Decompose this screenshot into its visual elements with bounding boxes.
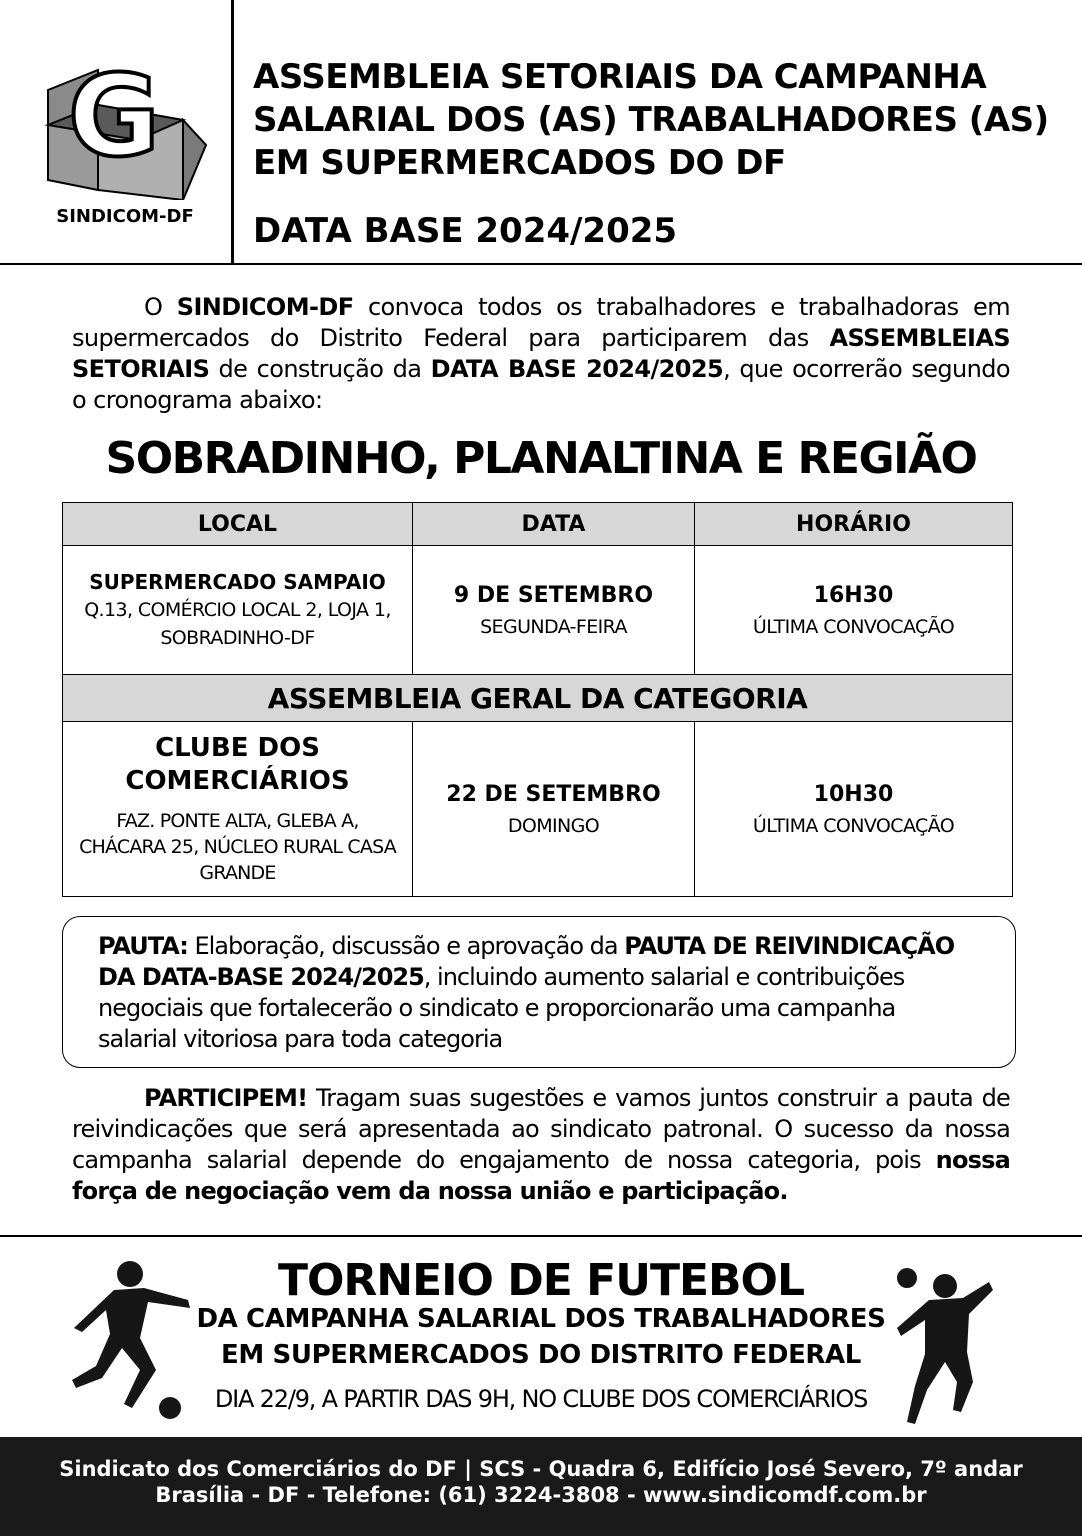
table-row (63, 546, 1013, 675)
participem-paragraph (72, 1083, 1010, 1207)
pauta-bold: PAUTA DE REIVINDICAÇÃO DA DATA-BASE 2024/2025 (98, 932, 955, 991)
logo-label: SINDICOM-DF (56, 206, 194, 227)
box-g-logo-icon (38, 50, 213, 200)
intro-paragraph (72, 292, 1010, 416)
header-divider-vertical (231, 0, 234, 263)
date: 9 DE SETEMBRO (453, 583, 654, 608)
participem-label: PARTICIPEM! (144, 1084, 308, 1112)
pauta-text: Elaboração, discussão e aprovação da (187, 932, 625, 960)
schedule-table (62, 502, 1013, 897)
page-subtitle: DATA BASE 2024/2025 (253, 211, 678, 251)
svg-text:G: G (68, 52, 160, 182)
time-cell (695, 722, 1013, 897)
date-cell (413, 546, 695, 675)
call-note: ÚLTIMA CONVOCAÇÃO (752, 815, 955, 837)
time-cell (695, 546, 1013, 675)
place-address: FAZ. PONTE ALTA, GLEBA A, CHÁCARA 25, NÚCLEO RURAL CASA GRANDE (79, 810, 396, 884)
date: 22 DE SETEMBRO (446, 782, 661, 807)
place-name: CLUBE DOS COMERCIÁRIOS (125, 733, 350, 796)
date-cell (413, 722, 695, 897)
table-row (63, 722, 1013, 897)
footer-divider (0, 1235, 1082, 1237)
intro-text: O (144, 293, 177, 321)
weekday: DOMINGO (507, 815, 600, 837)
intro-text: convoca todos os trabalhadores e trabalhadoras em supermercados do Distrito Federal para participarem das (72, 293, 1010, 352)
col-header-data: DATA (413, 503, 695, 546)
local-cell (63, 546, 413, 675)
pauta-text: , incluindo aumento salarial e contribuições negociais que fortalecerão o sindicato e proporcionarão uma campanha salarial vitoriosa para toda categoria (98, 963, 905, 1053)
torneio-subtitle: DA CAMPANHA SALARIAL DOS TRABALHADORES (196, 1304, 886, 1334)
header-divider-horizontal (0, 263, 1082, 265)
intro-bold: DATA BASE 2024/2025 (430, 355, 724, 383)
time: 16H30 (813, 583, 894, 608)
footer-contact: Brasília - DF - Telefone: (61) 3224-3808 - www.sindicomdf.com.br (155, 1483, 927, 1507)
torneio-subtitle: EM SUPERMERCADOS DO DISTRITO FEDERAL (221, 1340, 861, 1370)
participem-text: Tragam suas sugestões e vamos juntos construir a pauta de reivindicações que será apresentada ao sindicato patronal. O sucesso da nossa campanha salarial depende do engajamento de nossa categoria, pois (72, 1084, 1010, 1174)
intro-text: de construção da (209, 355, 431, 383)
participem-bold: nossa força de negociação vem da nossa união e participação. (72, 1146, 1010, 1205)
time: 10H30 (813, 782, 894, 807)
intro-text: , que ocorrerão segundo o cronograma abaixo: (72, 355, 1010, 414)
pauta-label: PAUTA: (98, 932, 188, 960)
torneio-info: DIA 22/9, A PARTIR DAS 9H, NO CLUBE DOS COMERCIÁRIOS (214, 1385, 868, 1413)
region-heading: SOBRADINHO, PLANALTINA E REGIÃO (105, 433, 977, 484)
weekday: SEGUNDA-FEIRA (480, 616, 627, 638)
call-note: ÚLTIMA CONVOCAÇÃO (752, 616, 955, 638)
col-header-local: LOCAL (63, 503, 413, 546)
general-assembly-heading: ASSEMBLEIA GERAL DA CATEGORIA (63, 675, 1013, 722)
place-address: Q.13, COMÉRCIO LOCAL 2, LOJA 1, SOBRADINHO-DF (84, 599, 391, 649)
place-name: SUPERMERCADO SAMPAIO (89, 570, 386, 594)
col-header-horario: HORÁRIO (695, 503, 1013, 546)
intro-bold: ASSEMBLEIAS SETORIAIS (72, 324, 1010, 383)
local-cell (63, 722, 413, 897)
torneio-title: TORNEIO DE FUTEBOL (277, 1255, 804, 1306)
pauta-paragraph (98, 931, 978, 1055)
footer-address: Sindicato dos Comerciários do DF | SCS - Quadra 6, Edifício José Severo, 7º andar (59, 1457, 1023, 1481)
intro-bold: SINDICOM-DF (176, 293, 354, 321)
page-title: ASSEMBLEIA SETORIAIS DA CAMPANHA SALARIAL DOS (AS) TRABALHADORES (AS) EM SUPERMERCADOS DO DF (253, 57, 1049, 183)
